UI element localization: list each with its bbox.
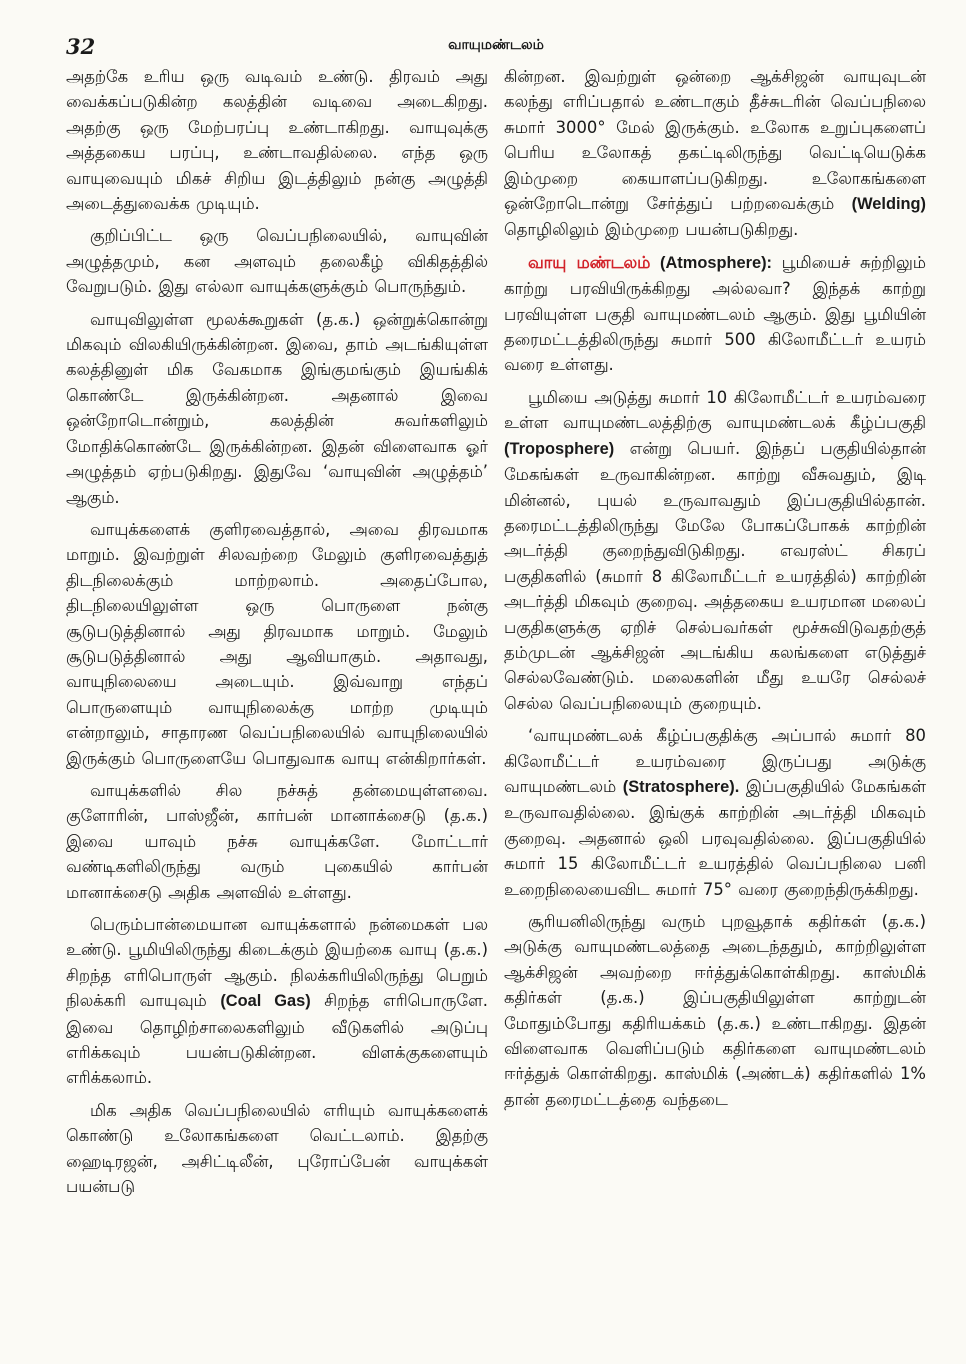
paragraph-text: தொழிலிலும் இம்முறை பயன்படுகிறது. (504, 220, 799, 240)
paragraph: சூரியனிலிருந்து வரும் புறவூதாக் கதிர்கள் (த.க.) அடுக்கு வாயுமண்டலத்தை அடைந்ததும், காற்றிலுள்ள ஆக்சிஜன் அவற்றை ஈர்த்துக்கொள்கிறது. காஸ்மிக் கதிர்கள் (த.க.) இப்பகுதியிலுள்ள காற்றுடன் மோதும்போது கதிரியக்கம் (த.க.) உண்டாகிறது. இதன் விளைவாக வெளிப்படும் கதிர்களை வாயுமண்டலம் ஈர்த்துக் கொள்கிறது. காஸ்மிக் (அண்டக்) கதிர்களில் 1% தான் தரைமட்டத்தை வந்தடை (504, 912, 926, 1109)
paragraph-text: ‘வாயுமண்டலக் கீழ்ப்பகுதிக்கு அப்பால் சுமார் 80 கிலோமீட்டர் உயரம்வரை இருப்பது அடுக்கு வாயுமண்டலம் (504, 726, 926, 796)
paragraph (504, 723, 926, 902)
page-number: 32 (66, 34, 96, 59)
paragraph-text: சிறந்த எரிபொருளே. இவை தொழிற்சாலைகளிலும் வீடுகளில் அடுப்பு எரிக்கவும் பயன்படுகின்றன. விளக்குகளையும் எரிக்கலாம். (66, 991, 488, 1088)
section-heading: வாயு மண்டலம் (528, 252, 651, 272)
paragraph: வாயுக்களில் சில நச்சுத் தன்மையுள்ளவை. குளோரின், பாஸ்ஜீன், கார்பன் மானாக்சைடு (த.க.) இவை யாவும் நச்சு வாயுக்களே. மோட்டார் வண்டிகளிலிருந்து வரும் புகையில் கார்பன் மானாக்சைடு அதிக அளவில் உள்ளது. (66, 780, 488, 902)
paragraph (66, 912, 488, 1091)
paragraph: மிக அதிக வெப்பநிலையில் எரியும் வாயுக்களைக் கொண்டு உலோகங்களை வெட்டலாம். இதற்கு ஹைடிரஜன், அசிட்டிலீன், புரோப்பேன் வாயுக்கள் பயன்படு (66, 1100, 488, 1197)
page-header (66, 34, 926, 64)
paragraph (504, 250, 926, 378)
paragraph: வாயுக்களைக் குளிரவைத்தால், அவை திரவமாக மாறும். இவற்றுள் சிலவற்றை மேலும் குளிரவைத்துத் திடநிலைக்கும் மாற்றலாம். அதைப்போல, திடநிலையிலுள்ள ஒரு பொருளை நன்கு சூடுபடுத்தினால் அது திரவமாக மாறும். மேலும் சூடுபடுத்தினால் அது ஆவியாகும். அதாவது, வாயுநிலையை அடையும். இவ்வாறு எந்தப் பொருளையும் வாயுநிலைக்கு மாற்ற முடியும் என்றாலும், சாதாரண வெப்பநிலையில் வாயுநிலையில் இருக்கும் பொருளையே பொதுவாக வாயு என்கிறார்கள். (66, 519, 488, 768)
paragraph: அதற்கே உரிய ஒரு வடிவம் உண்டு. திரவம் அது வைக்கப்படுகின்ற கலத்தின் வடிவை அடைகிறது. அதற்கு ஒரு மேற்பரப்பு உண்டாகிறது. வாயுவுக்கு அத்தகைய பரப்பு, உண்டாவதில்லை. எந்த ஒரு வாயுவையும் மிகச் சிறிய இடத்திலும் நன்கு அழுத்தி அடைத்துவைக்க முடியும். (66, 67, 488, 214)
paragraph-text: கின்றன. இவற்றுள் ஒன்றை ஆக்சிஜன் வாயுவுடன் கலந்து எரிப்பதால் உண்டாகும் தீச்சுடரின் வெப்பநிலை சுமார் 3000° மேல் இருக்கும். உலோக உறுப்புகளைப் பெரிய உலோகத் தகட்டிலிருந்து வெட்டியெடுக்க இம்முறை கையாளப்படுகிறது. உலோகங்களை ஒன்றோடொன்று சேர்த்துப் பற்றவைக்கும் (504, 67, 926, 214)
paragraph-text: பூமியைச் சுற்றிலும் காற்று பரவியிருக்கிறது அல்லவா? இந்தக் காற்று பரவியுள்ள பகுதி வாயுமண்டலம் ஆகும். இது பூமியின் தரைமட்டத்திலிருந்து சுமார் 500 கிலோமீட்டர் உயரம் வரை உள்ளது. (504, 252, 926, 375)
paragraph: குறிப்பிட்ட ஒரு வெப்பநிலையில், வாயுவின் அழுத்தமும், கன அளவும் தலைகீழ் விகிதத்தில் வேறுபடும். இது எல்லா வாயுக்களுக்கும் பொருந்தும். (66, 226, 488, 297)
paragraph-text: பெரும்பான்மையான வாயுக்களால் நன்மைகள் பல உண்டு. பூமியிலிருந்து கிடைக்கும் இயற்கை வாயு (த.க.) சிறந்த எரிபொருள் ஆகும். நிலக்கரியிலிருந்து பெறும் நிலக்கரி வாயுவும் (66, 915, 488, 1011)
left-column (66, 64, 488, 1206)
paragraph (504, 385, 926, 716)
english-term: (Atmosphere): (660, 253, 773, 272)
english-term: (Welding) (851, 195, 926, 214)
running-title: வாயுமண்டலம் (448, 37, 544, 53)
text-columns (66, 64, 926, 1206)
paragraph-text: பூமியை அடுத்து சுமார் 10 கிலோமீட்டர் உயரம்வரை உள்ள வாயுமண்டலத்திற்கு வாயுமண்டலக் கீழ்ப்பகுதி (504, 387, 926, 433)
paragraph-text: இப்பகுதியில் மேகங்கள் உருவாவதில்லை. இங்குக் காற்றின் அடர்த்தி மிகவும் குறைவு. அதனால் ஒலி பரவுவதில்லை. இப்பகுதியில் சுமார் 15 கிலோமீட்டர் உயரத்தில் வெப்பநிலை பனி உறைநிலையைவிட சுமார் 75° வரை குறைந்திருக்கிறது. (504, 776, 926, 899)
english-term: (Troposphere) (504, 439, 615, 458)
english-term: (Stratosphere). (622, 777, 740, 796)
paragraph (504, 64, 926, 243)
paragraph: வாயுவிலுள்ள மூலக்கூறுகள் (த.க.) ஒன்றுக்கொன்று மிகவும் விலகியிருக்கின்றன. இவை, தாம் அடங்கியுள்ள கலத்தினுள் மிக வேகமாக இங்குமங்கும் இயங்கிக் கொண்டே இருக்கின்றன. அதனால் இவை ஒன்றோடொன்றும், கலத்தின் சுவர்களிலும் மோதிக்கொண்டே இருக்கின்றன. இதன் விளைவாக ஓர் அழுத்தம் ஏற்படுகிறது. இதுவே ‘வாயுவின் அழுத்தம்’ ஆகும். (66, 309, 488, 507)
right-column (504, 64, 926, 1206)
english-term: (Coal Gas) (220, 992, 311, 1011)
paragraph-text: என்று பெயர். இந்தப் பகுதியில்தான் மேகங்கள் உருவாகின்றன. காற்று வீசுவதும், இடி மின்னல், புயல் உருவாவதும் இப்பகுதியில்தான். தரைமட்டத்திலிருந்து மேலே போகப்போகக் காற்றின் அடர்த்தி குறைந்துவிடுகிறது. எவரஸ்ட் சிகரப் பகுதிகளில் (சுமார் 8 கிலோமீட்டர் உயரத்தில்) காற்றின் அடர்த்தி மிகவும் குறைவு. அத்தகைய உயரமான மலைப் பகுதிகளுக்கு ஏறிச் செல்பவர்கள் மூச்சுவிடுவதற்குத் தம்முடன் ஆக்சிஜன் அடங்கிய கலங்களை எடுத்துச் செல்லவேண்டும். மலைகளின் மீது உயரே செல்லச் செல்ல வெப்பநிலையும் குறையும். (504, 438, 926, 713)
